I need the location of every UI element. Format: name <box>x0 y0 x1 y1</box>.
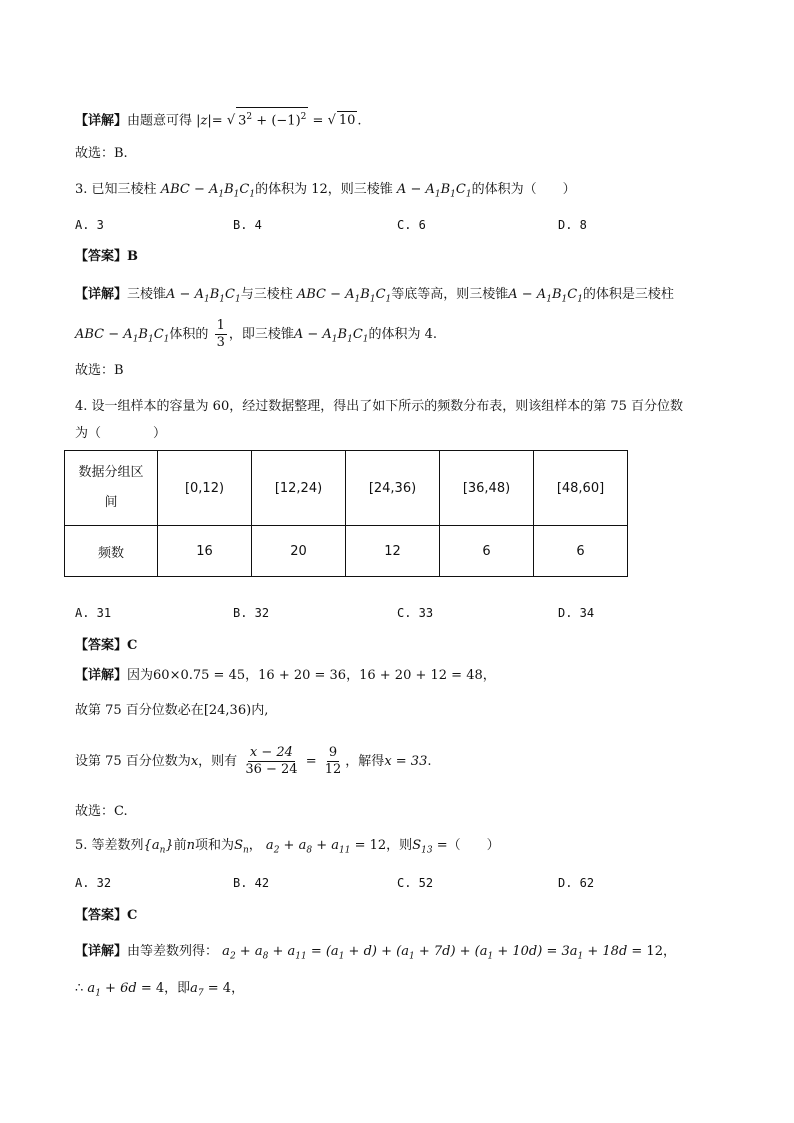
q3-answer: 【答案】B <box>75 249 138 264</box>
q5-detail-line1: 【详解】由等差数列得： $a_2 + a_8 + a_{11} = (a_1 + d) + (a_1 + 7d) + (a_1 + 10d) = 3a_1 + 18d = 12$， <box>75 944 676 962</box>
fraction-percentile: $\frac{x - 24}{36 - 24}$ <box>245 745 298 777</box>
q3-detail-line1: 【详解】三棱锥$A - A_1B_1C_1$与三棱柱 ABC − $A_1B_1C_1$等底等高，则三棱锥$A - A_1B_1C_1$的体积是三棱柱 <box>75 287 674 305</box>
option-a: A. 32 <box>75 876 112 890</box>
q5-detail-line2: ∴ $a_1 + 6d = 4$，即$a_7 = 4$， <box>75 981 245 999</box>
option-b: B. 32 <box>233 606 270 620</box>
q4-choose: 故选：C. <box>75 804 128 819</box>
detail-tag: 【详解】 <box>75 113 128 129</box>
option-c: C. 52 <box>397 876 434 890</box>
group-cell: [0,12) <box>158 451 252 526</box>
fraction-nine-twelfths: $\frac{9}{12}$ <box>324 745 342 777</box>
option-a: A. 31 <box>75 606 112 620</box>
count-cell: 6 <box>534 526 628 577</box>
table-row <box>65 451 628 526</box>
option-c: C. 33 <box>397 606 434 620</box>
freq-label-cell: 频数 <box>65 526 158 577</box>
group-cell: [48,60] <box>534 451 628 526</box>
option-b: B. 4 <box>233 218 262 232</box>
q3-options <box>75 218 755 236</box>
sqrt-result: √ 10 <box>327 113 356 129</box>
q5-options <box>75 876 755 894</box>
q4-answer: 【答案】C <box>75 638 138 653</box>
count-cell: 12 <box>346 526 440 577</box>
option-b: B. 42 <box>233 876 270 890</box>
count-cell: 16 <box>158 526 252 577</box>
pyramid-label: $A - A_1B_1C_1$ <box>396 182 472 200</box>
q3-detail-line2: ABC − $A_1B_1C_1$体积的 $\frac{1}{3}$ ，即三棱锥$A - A_1B_1C_1$的体积为 4. <box>75 318 438 350</box>
q3-choose: 故选：B <box>75 363 124 378</box>
q4-detail-line3: 设第 75 百分位数为x，则有 $\frac{x - 24}{36 - 24}$ = $\frac{9}{12}$ ，解得x = 33. <box>75 745 432 777</box>
count-cell: 20 <box>252 526 346 577</box>
table-row <box>65 526 628 577</box>
prism-label: ABC − $A_1B_1C_1$ <box>160 182 256 200</box>
option-d: D. 34 <box>558 606 595 620</box>
group-cell: [12,24) <box>252 451 346 526</box>
table-header-cell: 数据分组区 间 <box>65 451 158 526</box>
group-cell: [24,36) <box>346 451 440 526</box>
q5-answer: 【答案】C <box>75 908 138 923</box>
sqrt-expression: √ $3^2 + (-1)^2$ <box>227 113 309 128</box>
frequency-table <box>64 450 628 577</box>
count-cell: 6 <box>440 526 534 577</box>
detail-text: 由题意可得 <box>127 113 193 129</box>
q4-stem-line1: 4. 设一组样本的容量为 60，经过数据整理，得出了如下所示的频数分布表，则该组样本的第 75 百分位数 <box>75 399 684 414</box>
option-a: A. 3 <box>75 218 104 232</box>
q3-stem: 3. 已知三棱柱 ABC − $A_1B_1C_1$的体积为 12，则三棱锥 $A - A_1B_1C_1$的体积为（ ） <box>75 182 576 200</box>
q4-options <box>75 606 755 624</box>
option-d: D. 62 <box>558 876 595 890</box>
option-d: D. 8 <box>558 218 587 232</box>
q4-detail-line2: 故第 75 百分位数必在[24,36)内, <box>75 703 269 718</box>
option-c: C. 6 <box>397 218 426 232</box>
q2-detail-line: 【详解】由题意可得 |z|= √ $3^2 + (-1)^2$ = √ 10 . <box>75 107 362 130</box>
q2-choose: 故选：B. <box>75 146 128 161</box>
group-cell: [36,48) <box>440 451 534 526</box>
q4-detail-line1: 【详解】因为60×0.75 = 45，16 + 20 = 36，16 + 20 + 12 = 48， <box>75 668 496 683</box>
fraction-one-third: $\frac{1}{3}$ <box>216 318 225 350</box>
q5-stem: 5. 等差数列$\{a_n\}$前n项和为$S_n$， $a_2 + a_8 + a_{11} = 12$，则$S_{13}$ =（ ） <box>75 838 500 856</box>
q4-stem-line2: 为（ ） <box>75 426 167 441</box>
modulus-z: |z|= <box>196 113 223 129</box>
